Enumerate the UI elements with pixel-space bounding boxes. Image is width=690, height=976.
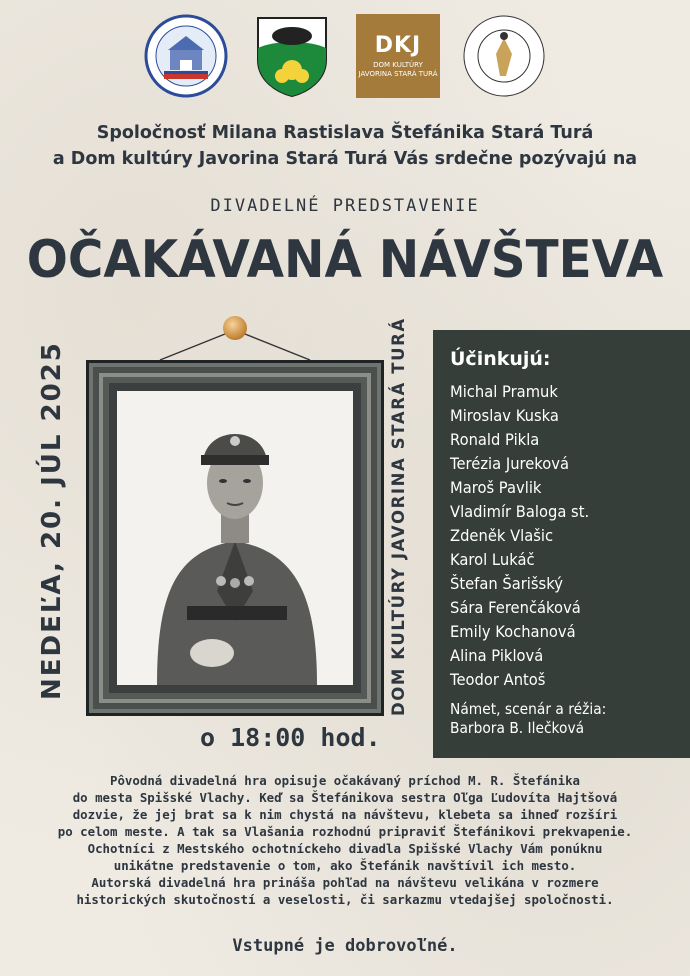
description-line: do mesta Spišské Vlachy. Keď sa Štefánikova sestra Oľga Ľudovíta Hajtšová [72,790,618,805]
description-line: Autorská divadelná hra prináša pohľad na návštevu velikána v rozmere [91,875,599,890]
dkj-logo-caption: DOM KULTÚRY JAVORINA STARÁ TURÁ [358,61,438,78]
event-time: o 18:00 hod. [200,723,381,752]
cast-member: Emily Kochanová [450,622,576,641]
description-line: historických skutočností a veselosti, či sarkazmu vtedajšej spoločnosti. [76,892,614,907]
cast-heading: Účinkujú: [450,348,551,370]
cast-member: Maroš Pavlik [450,478,542,497]
description-line: Ochotníci z Mestského ochotníckeho divadla Spišské Vlachy Vám ponúknu [87,841,603,856]
stefanik-society-logo [144,14,228,98]
cast-member: Teodor Antoš [450,670,546,689]
description-line: Pôvodná divadelná hra opisuje očakávaný príchod M. R. Štefánika [110,773,580,788]
spisske-vlachy-theatre-logo [462,14,546,98]
cast-member: Alina Piklová [450,646,544,665]
admission-note: Vstupné je dobrovoľné. [232,936,458,956]
dkj-logo-letters: DKJ [374,33,422,58]
dkj-logo [356,14,440,98]
description-line: unikátne predstavenie o tom, ako Štefánik navštívil ich mesto. [113,858,577,873]
stefanik-portrait [117,391,353,685]
cast-member: Miroslav Kuska [450,406,559,425]
event-type: DIVADELNÉ PREDSTAVENIE [210,196,480,216]
cast-member: Sára Ferenčáková [450,598,581,617]
description-line: dozvie, že jej brat sa k nim chystá na návštevu, klebeta sa ihneď rozšíri [72,807,618,822]
cast-member: Štefan Šarišský [450,574,563,593]
invitation-line-2: a Dom kultúry Javorina Stará Turá Vás srdečne pozývajú na [52,149,638,169]
logo-row [0,14,690,98]
brass-nail-icon [223,316,247,340]
event-date: NEDEĽA, 20. JÚL 2025 [37,341,67,700]
cast-panel [433,330,690,758]
event-venue: DOM KULTÚRY JAVORINA STARÁ TURÁ [389,317,408,716]
cast-member: Ronald Pikla [450,430,540,449]
cast-member: Vladimír Baloga st. [450,502,590,521]
description-line: po celom meste. A tak sa Vlašania rozhodnú pripraviť Štefánikovi prekvapenie. [57,824,633,839]
credits [450,700,606,738]
credits-name: Barbora B. Ilečková [450,719,585,737]
play-title: OČAKÁVANÁ NÁVŠTEVA [26,230,664,290]
play-description [0,772,690,908]
credits-label: Námet, scenár a réžia: [450,700,607,718]
cast-member: Karol Lukáč [450,550,535,569]
cast-member: Terézia Jureková [450,454,570,473]
cast-member: Michal Pramuk [450,382,558,401]
invitation-line-1: Spoločnosť Milana Rastislava Štefánika Stará Turá [96,123,594,143]
portrait-frame [86,360,384,716]
stara-tura-coat-of-arms-icon [250,14,334,98]
cast-list [450,380,601,692]
cast-member: Zdeněk Vlašic [450,526,554,545]
invitation-text [0,120,690,172]
